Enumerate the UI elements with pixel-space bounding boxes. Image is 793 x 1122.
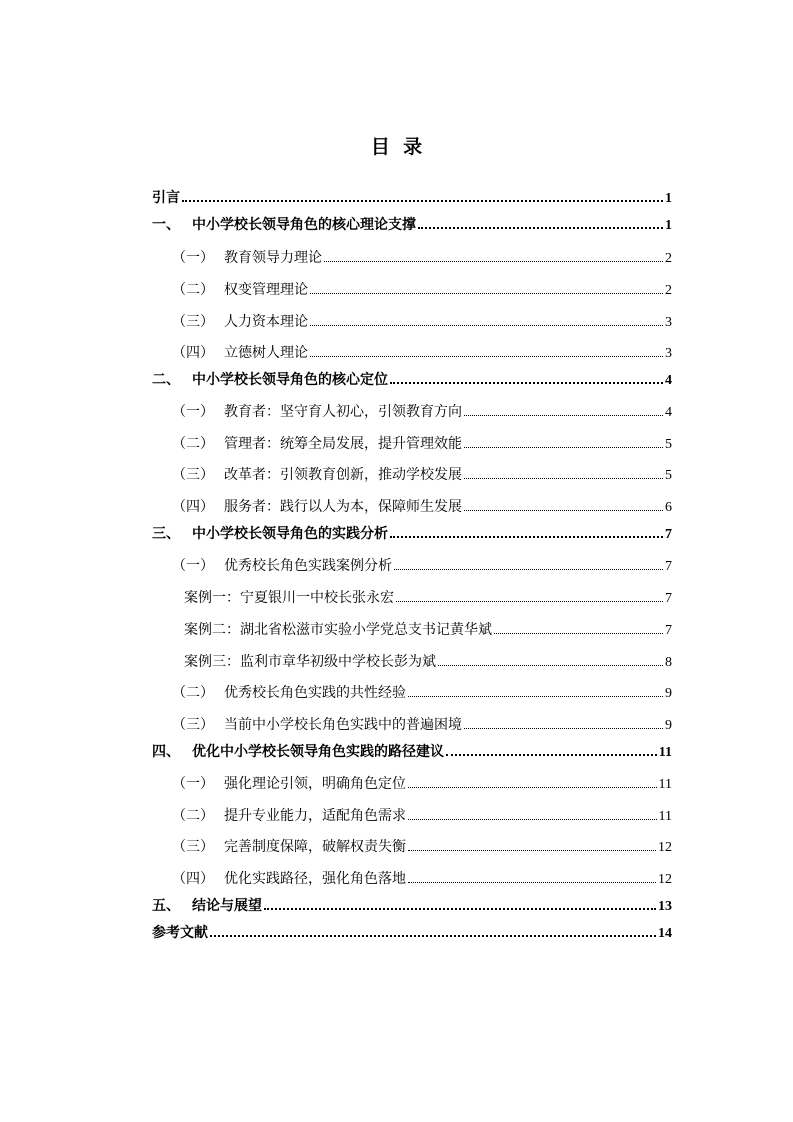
toc-entry-page-number: 13 — [658, 899, 672, 914]
toc-entry-label: 参考文献 — [152, 925, 208, 941]
dot-leader — [408, 787, 657, 788]
toc-entry[interactable] — [172, 680, 672, 702]
toc-entry-page-number: 7 — [665, 559, 672, 574]
toc-entry[interactable] — [172, 553, 672, 575]
toc-entry-page-number: 12 — [658, 872, 672, 887]
toc-entry-page-number: 14 — [658, 926, 672, 941]
toc-entry-label: 人力资本理论 — [224, 314, 308, 330]
toc-entry[interactable] — [152, 893, 672, 915]
toc-entry-number: 三、 — [152, 526, 180, 542]
toc-entry[interactable] — [172, 277, 672, 299]
toc-entry-number: （三） — [172, 467, 214, 483]
toc-entry-label: 改革者：引领教育创新，推动学校发展 — [224, 467, 462, 483]
dot-leader — [464, 478, 663, 479]
toc-entry[interactable] — [172, 866, 672, 888]
dot-leader — [310, 356, 663, 357]
toc-entry[interactable] — [172, 494, 672, 516]
toc-entry-number: （二） — [172, 685, 214, 701]
toc-entry-page-number: 4 — [665, 373, 672, 388]
dot-leader — [464, 510, 663, 511]
toc-entry-page-number: 2 — [665, 251, 672, 266]
toc-entry[interactable] — [172, 399, 672, 421]
toc-entry-number: （二） — [172, 282, 214, 298]
dot-leader — [446, 754, 657, 756]
toc-entry-number: （一） — [172, 250, 214, 266]
toc-entry-label: 强化理论引领，明确角色定位 — [224, 776, 406, 792]
toc-entry-label: 提升专业能力，适配角色需求 — [224, 808, 406, 824]
dot-leader — [310, 293, 663, 294]
toc-entry[interactable] — [172, 431, 672, 453]
toc-entry-page-number: 4 — [665, 405, 672, 420]
dot-leader — [408, 882, 656, 883]
toc-entry[interactable] — [184, 649, 672, 671]
dot-leader — [464, 728, 663, 729]
toc-entry-page-number: 3 — [665, 346, 672, 361]
toc-entry-label: 教育者：坚守育人初心，引领教育方向 — [224, 404, 462, 420]
toc-entry-page-number: 7 — [665, 591, 672, 606]
toc-entry-number: （四） — [172, 871, 214, 887]
dot-leader — [408, 819, 657, 820]
toc-entry[interactable] — [152, 185, 672, 207]
dot-leader — [182, 200, 663, 202]
toc-entry-page-number: 9 — [665, 686, 672, 701]
toc-entry-label: 管理者：统筹全局发展，提升管理效能 — [224, 436, 462, 452]
toc-entry-page-number: 1 — [665, 191, 672, 206]
toc-entry[interactable] — [152, 739, 672, 761]
toc-entry-label: 中小学校长领导角色的核心理论支撑 — [192, 217, 416, 233]
toc-entry-number: （二） — [172, 808, 214, 824]
dot-leader — [390, 536, 663, 538]
toc-entry[interactable] — [152, 212, 672, 234]
toc-entry-page-number: 8 — [665, 655, 672, 670]
toc-entry-number: 一、 — [152, 217, 180, 233]
toc-title — [0, 132, 793, 159]
toc-entry[interactable] — [184, 585, 672, 607]
toc-entry[interactable] — [184, 617, 672, 639]
toc-entry-number: （四） — [172, 499, 214, 515]
toc-entry-label: 服务者：践行以人为本，保障师生发展 — [224, 499, 462, 515]
dot-leader — [494, 633, 663, 634]
toc-entry-label: 当前中小学校长角色实践中的普遍困境 — [224, 717, 462, 733]
toc-entry-label: 完善制度保障，破解权责失衡 — [224, 839, 406, 855]
toc-entry-number: 五、 — [152, 898, 180, 914]
toc-entry[interactable] — [172, 462, 672, 484]
dot-leader — [390, 382, 663, 384]
dot-leader — [464, 415, 663, 416]
toc-entry-number: （三） — [172, 839, 214, 855]
toc-entry-page-number: 11 — [658, 777, 672, 792]
toc-entry-label: 立德树人理论 — [224, 345, 308, 361]
toc-entry-number: （一） — [172, 404, 214, 420]
toc-entry-number: 四、 — [152, 744, 180, 760]
toc-entry[interactable] — [172, 834, 672, 856]
dot-leader — [324, 261, 663, 262]
toc-entry-label: 中小学校长领导角色的核心定位 — [192, 372, 388, 388]
toc-entry[interactable] — [172, 245, 672, 267]
toc-entry-page-number: 11 — [658, 745, 672, 760]
toc-entry-page-number: 7 — [665, 527, 672, 542]
toc-entry[interactable] — [172, 803, 672, 825]
toc-entry[interactable] — [152, 521, 672, 543]
toc-entry[interactable] — [172, 712, 672, 734]
toc-entry-label: 权变管理理论 — [224, 282, 308, 298]
dot-leader — [264, 908, 656, 910]
toc-entry-number: （四） — [172, 345, 214, 361]
dot-leader — [464, 447, 663, 448]
toc-entry-label: 结论与展望 — [192, 898, 262, 914]
toc-entry-label: 优化中小学校长领导角色实践的路径建议 — [192, 744, 444, 760]
toc-entry[interactable] — [172, 771, 672, 793]
toc-entry-label: 案例三：监利市章华初级中学校长彭为斌 — [184, 654, 436, 670]
toc-entry-number: （一） — [172, 776, 214, 792]
toc-entry-label: 案例一：宁夏银川一中校长张永宏 — [184, 590, 394, 606]
toc-entry-label: 教育领导力理论 — [224, 250, 322, 266]
dot-leader — [396, 601, 663, 602]
dot-leader — [394, 569, 663, 570]
toc-entry-label: 引言 — [152, 190, 180, 206]
toc-entry-page-number: 5 — [665, 468, 672, 483]
toc-entry-label: 案例二：湖北省松滋市实验小学党总支书记黄华斌 — [184, 622, 492, 638]
toc-entry[interactable] — [172, 309, 672, 331]
dot-leader — [418, 227, 663, 229]
toc-entry-page-number: 9 — [665, 718, 672, 733]
toc-entry-page-number: 2 — [665, 283, 672, 298]
dot-leader — [408, 696, 663, 697]
dot-leader — [438, 665, 663, 666]
toc-entry-label: 优化实践路径，强化角色落地 — [224, 871, 406, 887]
dot-leader — [210, 935, 656, 937]
toc-entry-number: （三） — [172, 314, 214, 330]
toc-entry[interactable] — [152, 367, 672, 389]
toc-entry-label: 优秀校长角色实践的共性经验 — [224, 685, 406, 701]
toc-entry-page-number: 11 — [658, 809, 672, 824]
toc-entry-number: （二） — [172, 436, 214, 452]
dot-leader — [310, 325, 663, 326]
toc-entry-page-number: 12 — [658, 840, 672, 855]
toc-title-text: 目 录 — [370, 136, 423, 158]
toc-entry[interactable] — [152, 920, 672, 942]
toc-entry-label: 优秀校长角色实践案例分析 — [224, 558, 392, 574]
toc-entry-page-number: 7 — [665, 623, 672, 638]
toc-entry-number: 二、 — [152, 372, 180, 388]
toc-entry-page-number: 6 — [665, 500, 672, 515]
toc-entry-page-number: 1 — [665, 218, 672, 233]
toc-entry-page-number: 5 — [665, 437, 672, 452]
toc-entry-number: （一） — [172, 558, 214, 574]
toc-entry[interactable] — [172, 340, 672, 362]
toc-entry-label: 中小学校长领导角色的实践分析 — [192, 526, 388, 542]
toc-entry-number: （三） — [172, 717, 214, 733]
dot-leader — [408, 850, 656, 851]
toc-entry-page-number: 3 — [665, 315, 672, 330]
